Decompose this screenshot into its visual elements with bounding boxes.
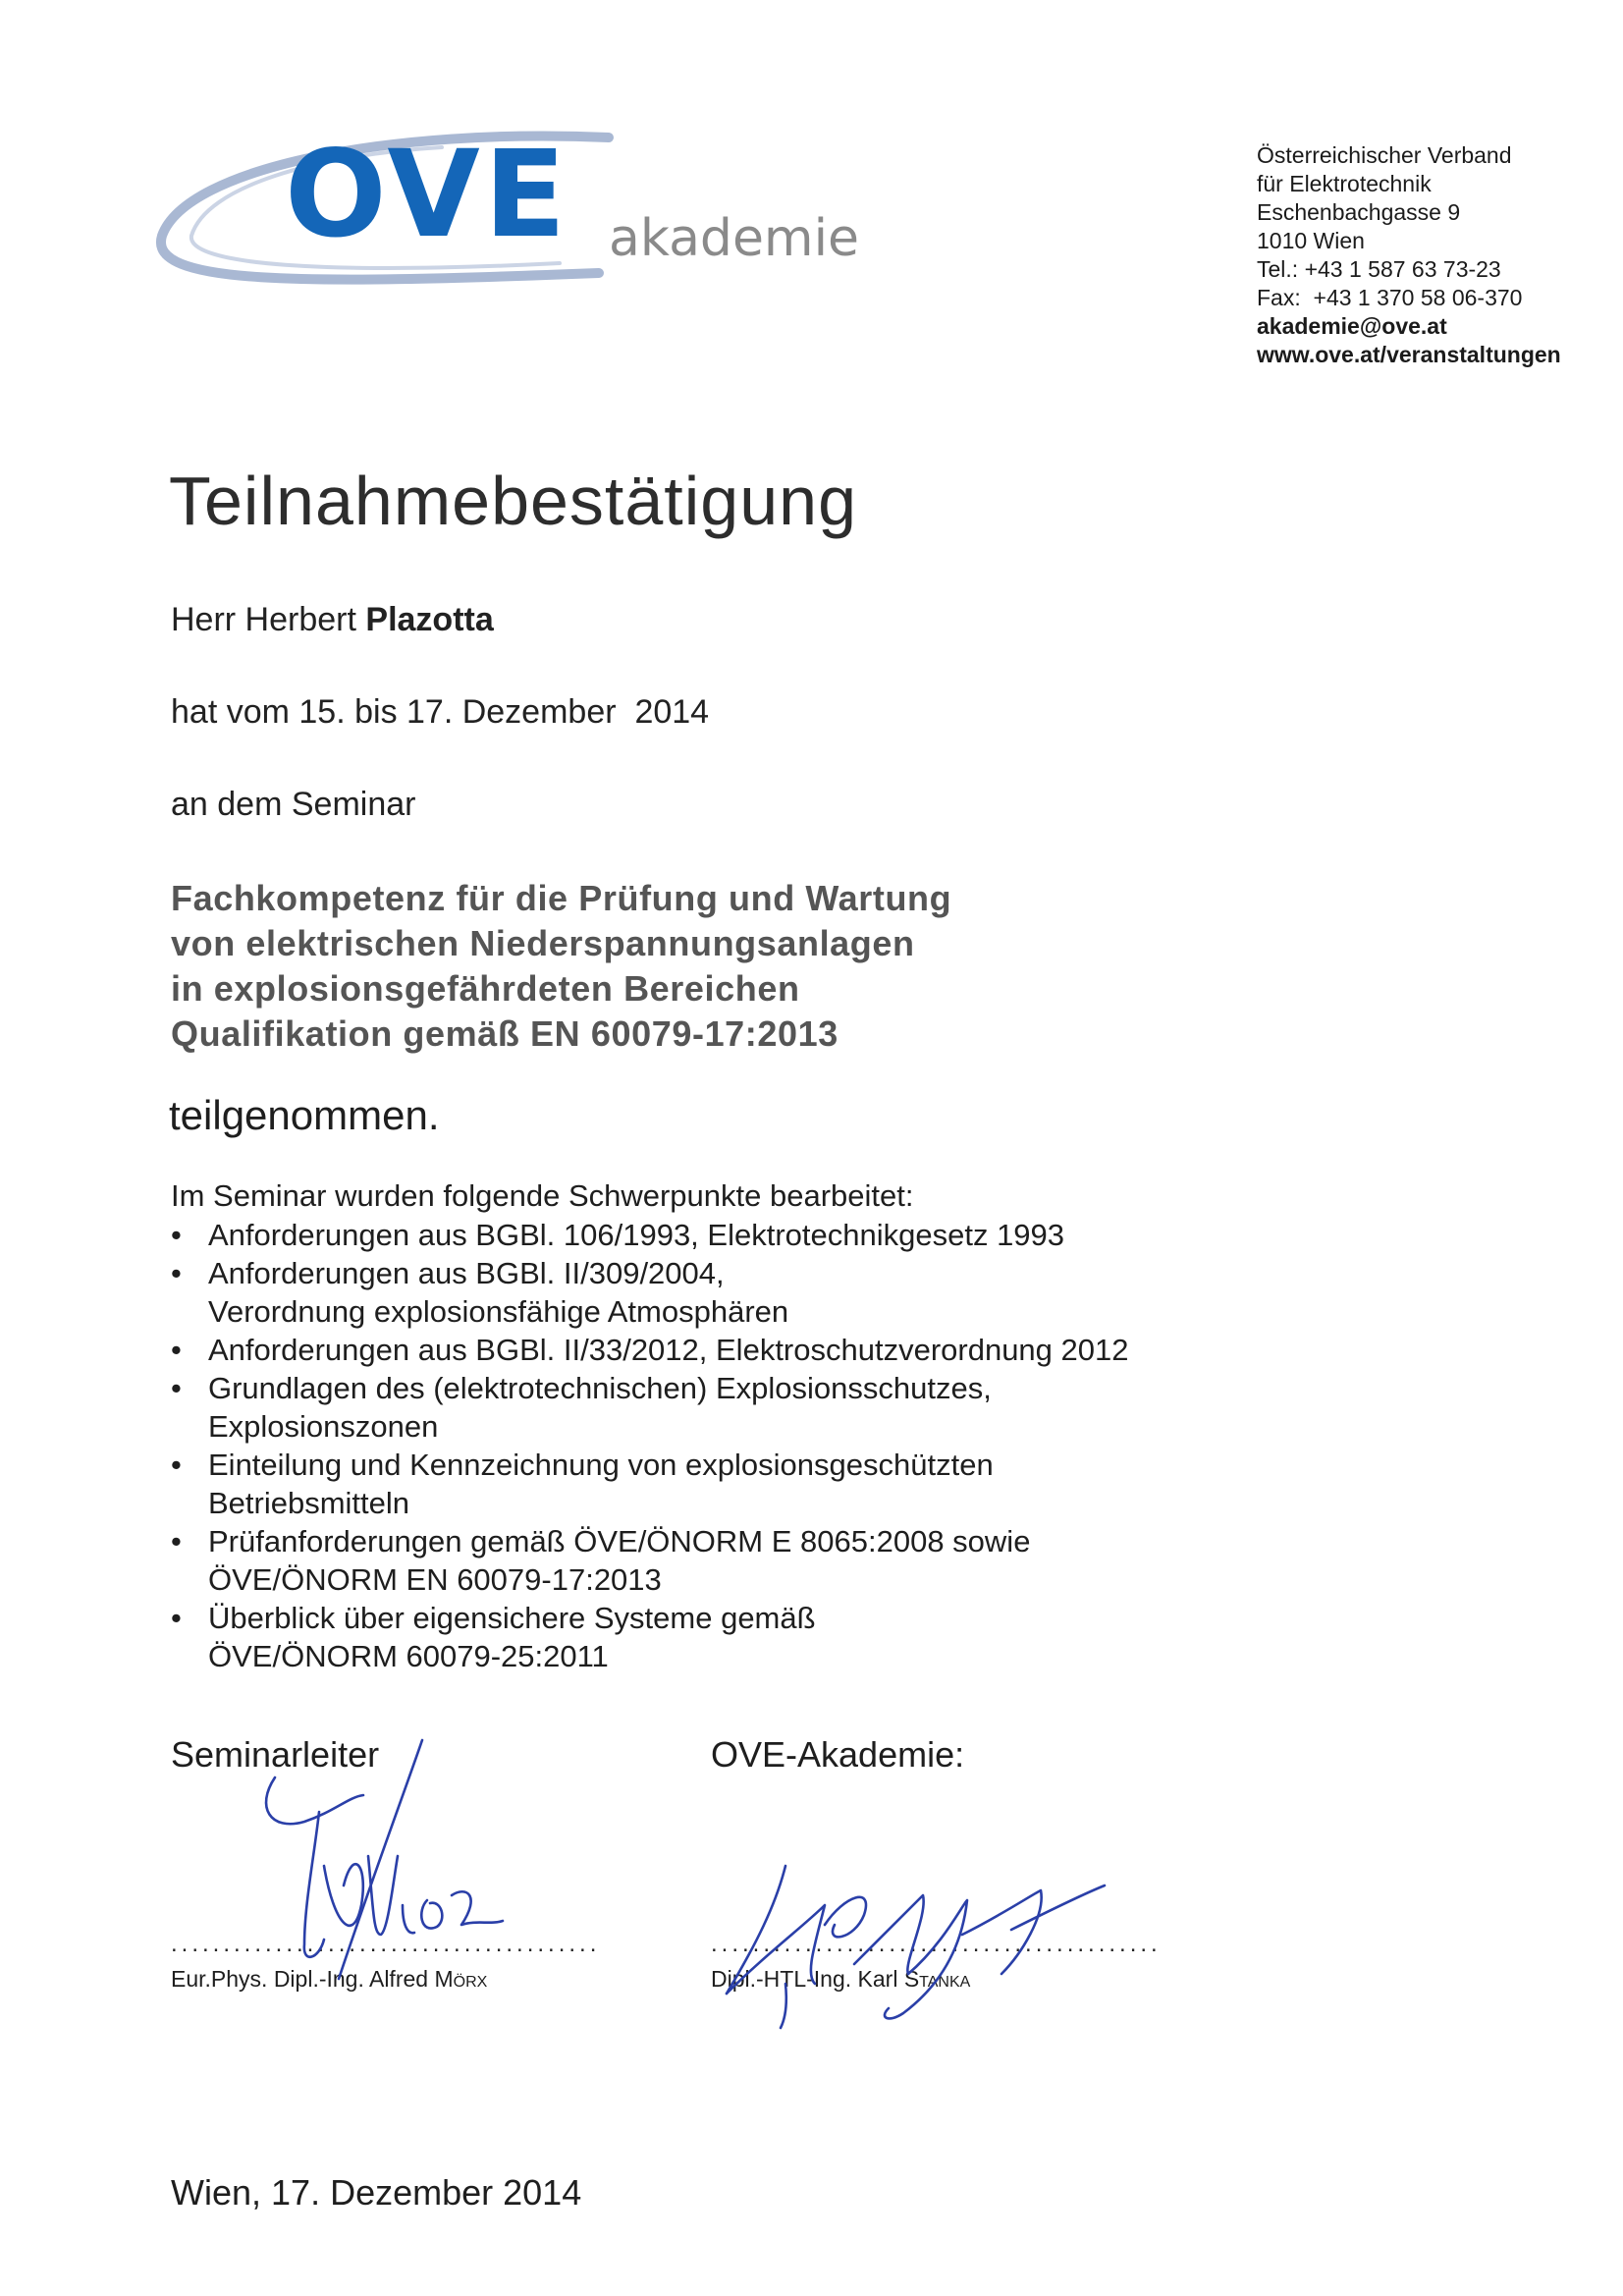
place-and-date: Wien, 17. Dezember 2014: [171, 2172, 582, 2213]
list-item: [169, 1331, 1445, 1369]
handwritten-signature: [707, 1846, 1119, 2033]
topic-line: Prüfanforderungen gemäß ÖVE/ÖNORM E 8065:2008 sowie: [208, 1524, 1031, 1558]
topic-line: Anforderungen aus BGBl. 106/1993, Elektrotechnikgesetz 1993: [208, 1218, 1065, 1252]
topic-line: Verordnung explosionsfähige Atmosphären: [208, 1294, 789, 1329]
bullet-icon: •: [171, 1256, 182, 1290]
bullet-icon: •: [171, 1448, 182, 1482]
topic-line: Anforderungen aus BGBl. II/309/2004,: [208, 1256, 725, 1290]
recipient-salutation: Herr Herbert: [171, 601, 356, 638]
list-item: [169, 1599, 1445, 1675]
bullet-icon: •: [171, 1524, 182, 1558]
topic-line: Explosionszonen: [208, 1409, 439, 1444]
topic-line: Überblick über eigensichere Systeme gemäß: [208, 1601, 816, 1635]
signatory-prefix: Eur.Phys. Dipl.-Ing. Alfred: [171, 1966, 429, 1992]
handwritten-signature: [245, 1738, 540, 1984]
address-line: Österreichischer Verband: [1257, 142, 1512, 168]
topic-line: ÖVE/ÖNORM EN 60079-17:2013: [208, 1562, 662, 1597]
ove-akademie-logo: [147, 128, 893, 314]
bullet-icon: •: [171, 1371, 182, 1405]
logo-graphic: [147, 128, 893, 314]
seminar-title-line: von elektrischen Niederspannungsanlagen: [171, 923, 915, 963]
participation-statement: teilgenommen.: [169, 1092, 440, 1138]
list-item: [169, 1369, 1445, 1446]
bullet-icon: •: [171, 1601, 182, 1635]
seminar-leader-label: Seminarleiter: [171, 1734, 380, 1775]
bullet-icon: •: [171, 1333, 182, 1367]
list-item: [169, 1522, 1445, 1599]
academy-signature: [707, 1846, 1119, 2033]
seminar-title-line: in explosionsgefährdeten Bereichen: [171, 968, 800, 1009]
seminar-title: [171, 876, 951, 1057]
signatory-prefix: Dipl.-HTL-Ing. Karl: [711, 1966, 898, 1992]
topic-line: Grundlagen des (elektrotechnischen) Explosionsschutzes,: [208, 1371, 992, 1405]
topic-line: ÖVE/ÖNORM 60079-25:2011: [208, 1639, 609, 1673]
signatory-surname: Mörx: [434, 1966, 488, 1992]
seminar-leader-signature: [245, 1738, 540, 1984]
logo-letters: OVE: [285, 128, 570, 264]
recipient-surname: Plazotta: [365, 601, 494, 638]
address-line: für Elektrotechnik: [1257, 171, 1432, 196]
signature-line: .........................................: [171, 1931, 601, 1957]
recipient: [171, 601, 494, 639]
bullet-icon: •: [171, 1218, 182, 1252]
signatory-surname: Stanka: [903, 1966, 971, 1992]
topic-line: Anforderungen aus BGBl. II/33/2012, Elektroschutzverordnung 2012: [208, 1333, 1129, 1367]
list-item: [169, 1446, 1445, 1522]
address-block: [1257, 141, 1561, 369]
website-link[interactable]: www.ove.at/veranstaltungen: [1257, 342, 1561, 367]
fax-number: Fax: +43 1 370 58 06-370: [1257, 285, 1523, 310]
topics-list: [169, 1216, 1445, 1675]
phone-number: Tel.: +43 1 587 63 73-23: [1257, 256, 1501, 282]
list-item: [169, 1254, 1445, 1331]
list-item: [169, 1216, 1445, 1254]
seminar-title-line: Fachkompetenz für die Prüfung und Wartung: [171, 878, 952, 918]
seminar-intro: an dem Seminar: [171, 786, 416, 823]
course-dates: hat vom 15. bis 17. Dezember 2014: [171, 693, 710, 731]
logo-subtitle: akademie: [609, 209, 860, 268]
topics-intro: Im Seminar wurden folgende Schwerpunkte bearbeitet:: [171, 1178, 914, 1213]
email-link[interactable]: akademie@ove.at: [1257, 313, 1447, 339]
address-line: Eschenbachgasse 9: [1257, 199, 1461, 225]
academy-label: OVE-Akademie:: [711, 1734, 965, 1775]
seminar-title-line: Qualifikation gemäß EN 60079-17:2013: [171, 1013, 839, 1054]
topic-line: Betriebsmitteln: [208, 1486, 410, 1520]
topic-line: Einteilung und Kennzeichnung von explosionsgeschützten: [208, 1448, 994, 1482]
page-title: Teilnahmebestätigung: [169, 463, 858, 539]
signature-line: ...........................................: [711, 1931, 1162, 1957]
address-line: 1010 Wien: [1257, 228, 1365, 253]
